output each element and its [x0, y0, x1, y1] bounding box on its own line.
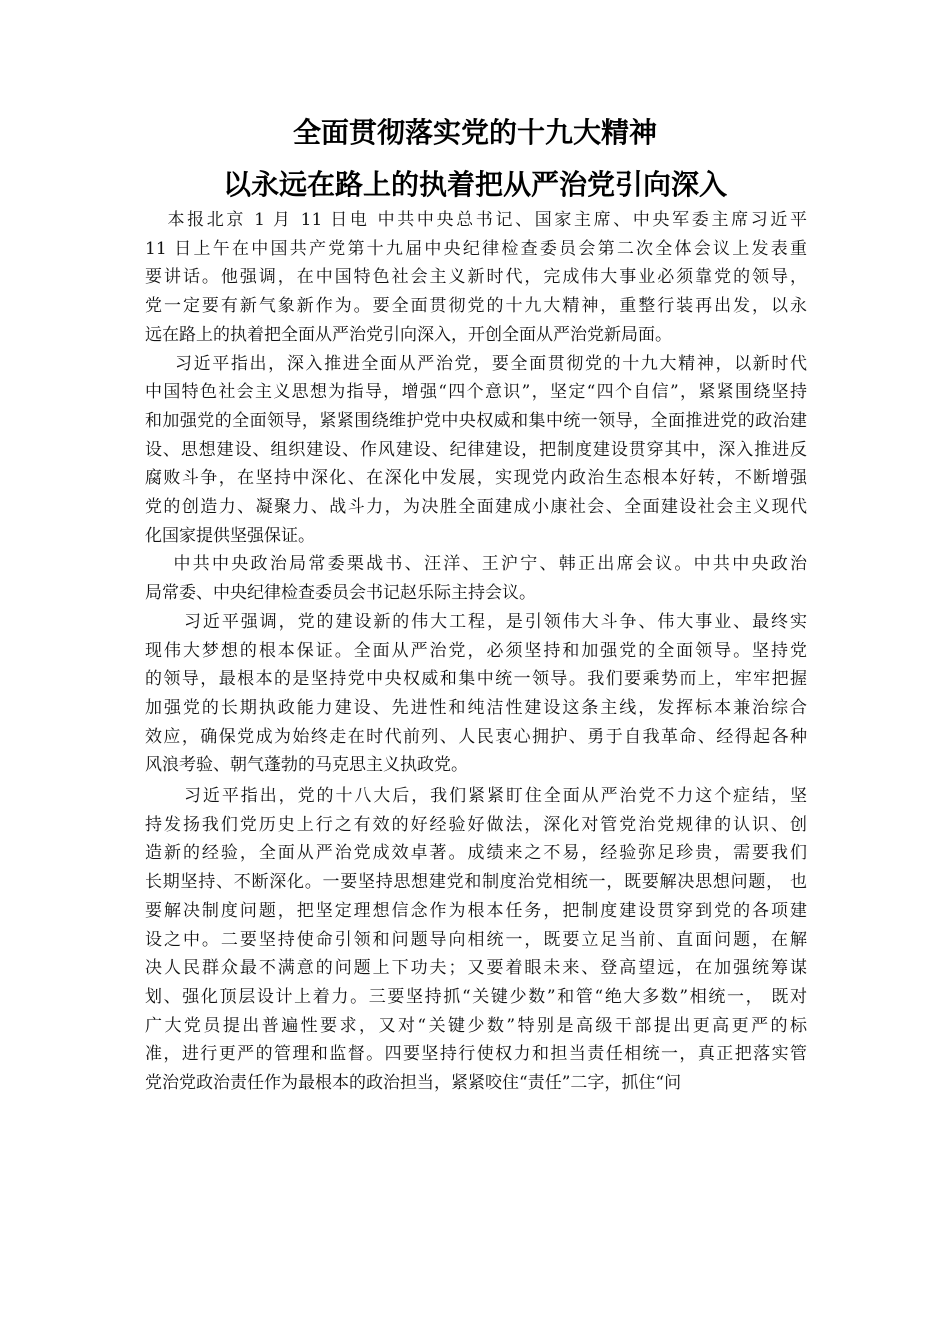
paragraph: [145, 550, 807, 607]
text-line: 造新的经验，全面从严治党成效卓著。成绩来之不易，经验弥足珍贵，需要我们: [145, 843, 807, 864]
paragraph: [145, 782, 807, 1098]
paragraph: [145, 350, 807, 551]
document-title-line-2: 以永远在路上的执着把从严治党引向深入: [222, 168, 727, 201]
text-line: 和加强党的全面领导，紧紧围绕维护党中央权威和集中统一领导，全面推进党的政治建: [145, 410, 807, 431]
text-line: 中共中央政治局常委栗战书、汪洋、王沪宁、韩正出席会议。中共中央政治: [173, 554, 807, 575]
text-line: 要讲话。他强调，在中国特色社会主义新时代，完成伟大事业必须靠党的领导，: [145, 267, 807, 288]
document-title-line-1: 全面贯彻落实党的十九大精神: [292, 116, 657, 149]
text-line: 习近平指出，党的十八大后，我们紧紧盯住全面从严治党不力这个症结，坚: [184, 786, 807, 807]
text-line: 局常委、中央纪律检查委员会书记赵乐际主持会议。: [145, 583, 536, 604]
text-line: 党的创造力、凝聚力、战斗力，为决胜全面建成小康社会、全面建设社会主义现代: [145, 497, 807, 518]
text-line: 准，进行更严的管理和监督。四要坚持行使权力和担当责任相统一，真正把落实管: [145, 1044, 807, 1065]
text-line: 本报北京 1 月 11 日电 中共中央总书记、国家主席、中央军委主席习近平: [167, 210, 807, 230]
paragraph: [145, 608, 807, 780]
text-line: 加强党的长期执政能力建设、先进性和纯洁性建设这条主线，发挥标本兼治综合: [145, 697, 807, 718]
text-line: 长期坚持、不断深化。一要坚持思想建党和制度治党相统一，既要解决思想问题， 也: [145, 872, 807, 893]
text-line: 决人民群众最不满意的问题上下功夫；又要着眼未来、登高望远，在加强统筹谋: [145, 958, 807, 979]
text-line: 广大党员提出普遍性要求，又对“关键少数”特别是高级干部提出更高更严的标: [145, 1015, 807, 1036]
text-line: 设之中。二要坚持使命引领和问题导向相统一，既要立足当前、直面问题，在解: [145, 929, 807, 950]
paragraph: [145, 206, 807, 350]
text-line: 的领导，最根本的是坚持党中央权威和集中统一领导。我们要乘势而上，牢牢把握: [145, 669, 807, 690]
text-line: 党治党政治责任作为最根本的政治担当，紧紧咬住“责任”二字，抓住“问: [145, 1073, 682, 1094]
article-body: [145, 206, 807, 1098]
text-line: 划、强化顶层设计上着力。三要坚持抓“关键少数”和管“绝大多数”相统一， 既对: [145, 986, 807, 1007]
text-line: 持发扬我们党历史上行之有效的好经验好做法，深化对管党治党规律的认识、创: [145, 814, 807, 835]
text-line: 习近平指出，深入推进全面从严治党，要全面贯彻党的十九大精神，以新时代: [175, 353, 807, 374]
text-line: 现伟大梦想的根本保证。全面从严治党，必须坚持和加强党的全面领导。坚持党: [145, 640, 807, 661]
text-line: 风浪考验、朝气蓬勃的马克思主义执政党。: [145, 755, 468, 776]
text-line: 化国家提供坚强保证。: [145, 525, 315, 546]
text-line: 党一定要有新气象新作为。要全面贯彻党的十九大精神，重整行装再出发，以永: [145, 296, 807, 317]
text-line: 11 日上午在中国共产党第十九届中央纪律检查委员会第二次全体会议上发表重: [145, 238, 807, 259]
text-line: 远在路上的执着把全面从严治党引向深入，开创全面从严治党新局面。: [145, 324, 672, 345]
text-line: 习近平强调，党的建设新的伟大工程，是引领伟大斗争、伟大事业、最终实: [184, 611, 807, 632]
text-line: 设、思想建设、组织建设、作风建设、纪律建设，把制度建设贯穿其中，深入推进反: [145, 439, 807, 460]
text-line: 腐败斗争，在坚持中深化、在深化中发展，实现党内政治生态根本好转，不断增强: [145, 468, 807, 489]
text-line: 效应，确保党成为始终走在时代前列、人民衷心拥护、勇于自我革命、经得起各种: [145, 726, 807, 747]
text-line: 中国特色社会主义思想为指导，增强“四个意识”，坚定“四个自信”，紧紧围绕坚持: [145, 382, 807, 403]
text-line: 要解决制度问题，把坚定理想信念作为根本任务，把制度建设贯穿到党的各项建: [145, 900, 807, 921]
